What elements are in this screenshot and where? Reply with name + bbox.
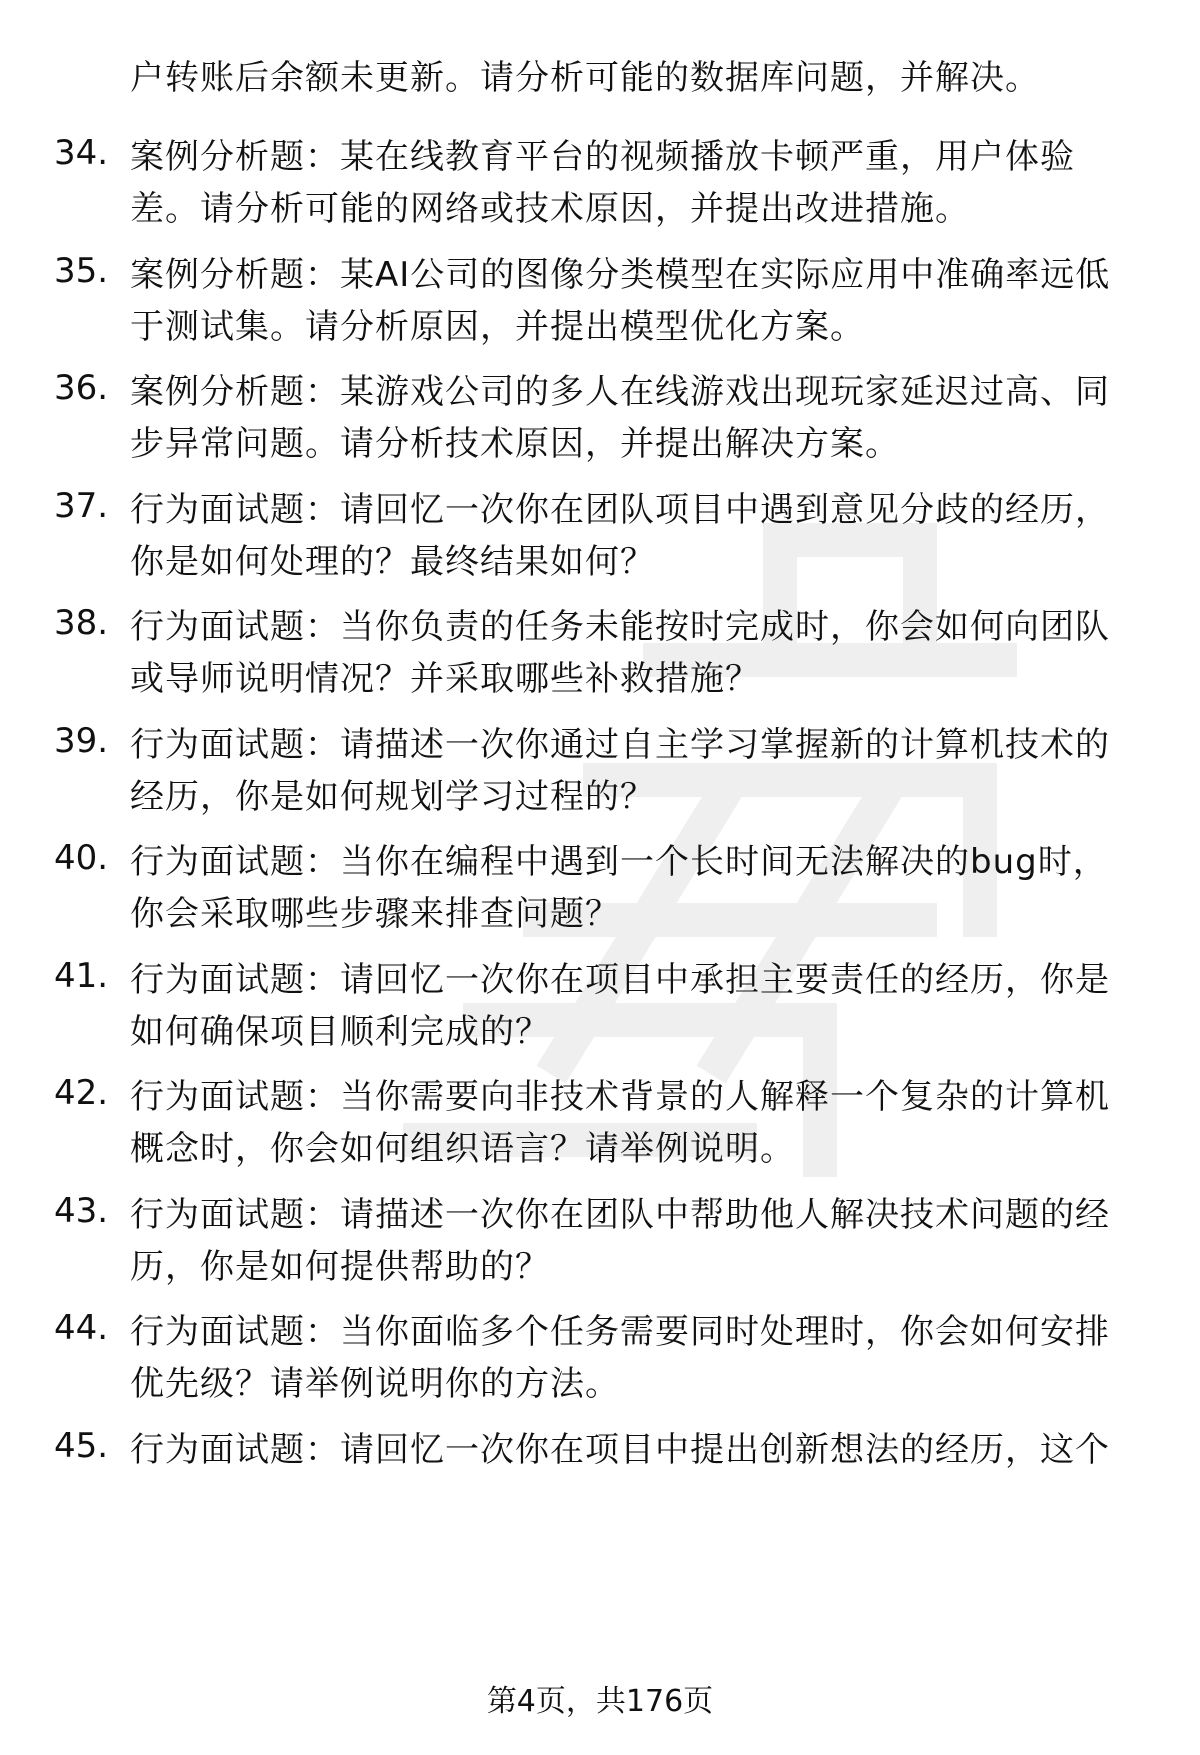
question-text: 行为面试题：请回忆一次你在项目中承担主要责任的经历，你是如何确保项目顺利完成的？	[130, 960, 1110, 1052]
question-text: 行为面试题：请描述一次你在团队中帮助他人解决技术问题的经历，你是如何提供帮助的？	[130, 1195, 1110, 1287]
question-text: 行为面试题：当你负责的任务未能按时完成时，你会如何向团队或导师说明情况？并采取哪些补救措施？	[130, 607, 1110, 699]
question-number: 45.	[54, 1426, 109, 1466]
question-number: 41.	[54, 956, 109, 996]
question-number: 44.	[54, 1308, 109, 1348]
question-number: 43.	[54, 1191, 109, 1231]
question-number: 39.	[54, 721, 109, 761]
question-number: 36.	[54, 368, 109, 408]
question-text: 行为面试题：当你需要向非技术背景的人解释一个复杂的计算机概念时，你会如何组织语言？请举例说明。	[130, 1077, 1110, 1169]
question-text: 案例分析题：某AI公司的图像分类模型在实际应用中准确率远低于测试集。请分析原因，并提出模型优化方案。	[130, 255, 1111, 347]
question-number: 42.	[54, 1073, 109, 1113]
question-text: 行为面试题：请描述一次你通过自主学习掌握新的计算机技术的经历，你是如何规划学习过程的？	[130, 725, 1110, 817]
page-footer: 第4页，共176页	[486, 1684, 714, 1719]
question-text: 行为面试题：当你面临多个任务需要同时处理时，你会如何安排优先级？请举例说明你的方法。	[130, 1312, 1110, 1404]
question-number: 34.	[54, 133, 109, 173]
question-number: 40.	[54, 838, 109, 878]
question-number: 35.	[54, 251, 109, 291]
question-text: 案例分析题：某游戏公司的多人在线游戏出现玩家延迟过高、同步异常问题。请分析技术原因，并提出解决方案。	[130, 372, 1110, 464]
question-text: 行为面试题：请回忆一次你在团队项目中遇到意见分歧的经历，你是如何处理的？最终结果如何？	[130, 490, 1110, 582]
question-text: 行为面试题：当你在编程中遇到一个长时间无法解决的bug时，你会采取哪些步骤来排查问题？	[130, 842, 1108, 934]
question-number: 37.	[54, 486, 109, 526]
question-number: 38.	[54, 603, 109, 643]
continuation-line: 户转账后余额未更新。请分析可能的数据库问题，并解决。	[130, 58, 1040, 98]
question-text: 案例分析题：某在线教育平台的视频播放卡顿严重，用户体验差。请分析可能的网络或技术原因，并提出改进措施。	[130, 137, 1075, 229]
question-text: 行为面试题：请回忆一次你在项目中提出创新想法的经历，这个	[130, 1430, 1110, 1470]
